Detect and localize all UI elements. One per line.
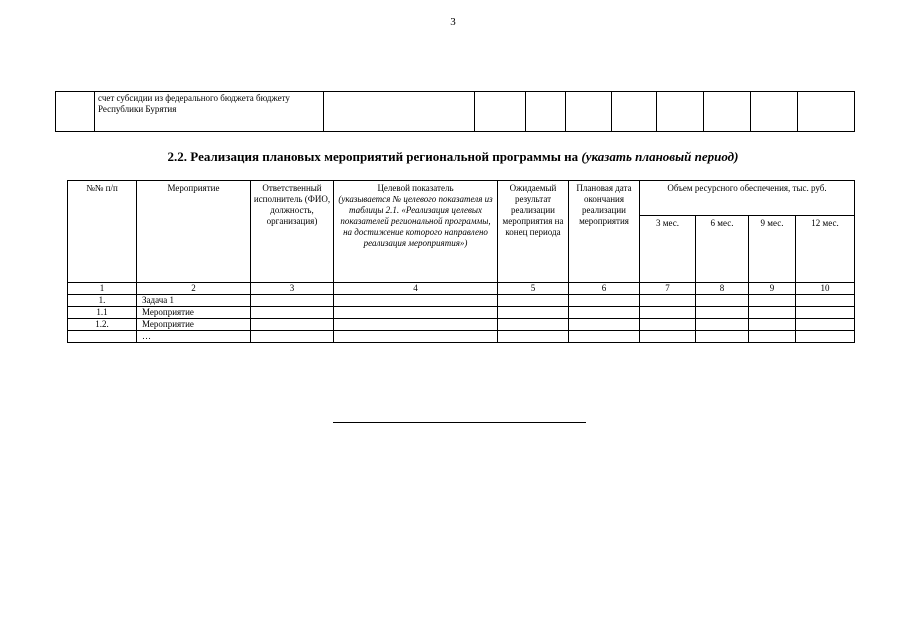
header-planned-date: Плановая дата окончания реализации мероприятия	[569, 181, 640, 283]
table-cell	[749, 307, 796, 319]
table-cell	[796, 307, 855, 319]
section-title-period: (указать плановый период)	[581, 149, 739, 164]
table-cell	[696, 295, 749, 307]
column-number: 1	[68, 283, 137, 295]
table-cell	[569, 319, 640, 331]
table-cell	[324, 92, 475, 132]
events-table	[67, 180, 855, 343]
table-cell	[334, 319, 498, 331]
table-cell	[251, 295, 334, 307]
column-number: 2	[137, 283, 251, 295]
column-number: 5	[498, 283, 569, 295]
header-9-months: 9 мес.	[749, 216, 796, 283]
table-cell	[749, 319, 796, 331]
table-cell	[569, 307, 640, 319]
table-cell	[526, 92, 566, 132]
table-cell	[251, 307, 334, 319]
column-number: 6	[569, 283, 640, 295]
table-row	[68, 295, 855, 307]
section-title-text: 2.2. Реализация плановых мероприятий региональной программы на	[167, 149, 582, 164]
row-name: Мероприятие	[137, 319, 251, 331]
table-cell	[749, 331, 796, 343]
column-number: 10	[796, 283, 855, 295]
table-cell	[498, 307, 569, 319]
page-number: 3	[450, 16, 456, 28]
signature-line	[333, 422, 586, 423]
row-num	[68, 331, 137, 343]
table-cell	[334, 331, 498, 343]
table-cell	[569, 295, 640, 307]
continuation-table	[55, 91, 855, 132]
column-number: 9	[749, 283, 796, 295]
header-target-note: (указывается № целевого показателя из таблицы 2.1. «Реализация целевых показателей региональной программы, на достижение которого направлено реализация мероприятия»)	[338, 194, 493, 248]
table-cell	[696, 319, 749, 331]
header-responsible: Ответственный исполнитель (ФИО, должность, организация)	[251, 181, 334, 283]
table-cell	[696, 307, 749, 319]
table-cell	[640, 307, 696, 319]
table-cell	[612, 92, 657, 132]
column-number-row	[68, 283, 855, 295]
column-number: 3	[251, 283, 334, 295]
table-cell	[640, 319, 696, 331]
continuation-row	[56, 92, 855, 132]
table-cell	[657, 92, 704, 132]
table-row	[68, 307, 855, 319]
header-num: №№ п/п	[68, 181, 137, 283]
table-cell	[796, 295, 855, 307]
row-name: …	[137, 331, 251, 343]
table-cell	[498, 295, 569, 307]
table-row	[68, 319, 855, 331]
table-cell	[704, 92, 751, 132]
header-resource: Объем ресурсного обеспечения, тыс. руб.	[640, 181, 855, 216]
table-cell	[498, 331, 569, 343]
header-6-months: 6 мес.	[696, 216, 749, 283]
table-cell	[566, 92, 612, 132]
table-cell	[251, 319, 334, 331]
column-number: 7	[640, 283, 696, 295]
table-cell	[334, 307, 498, 319]
table-row	[68, 331, 855, 343]
header-expected: Ожидаемый результат реализации мероприятия на конец периода	[498, 181, 569, 283]
header-3-months: 3 мес.	[640, 216, 696, 283]
section-title	[0, 149, 906, 165]
header-event: Мероприятие	[137, 181, 251, 283]
header-12-months: 12 мес.	[796, 216, 855, 283]
table-cell	[751, 92, 798, 132]
row-num: 1.1	[68, 307, 137, 319]
column-number: 4	[334, 283, 498, 295]
table-cell	[749, 295, 796, 307]
header-target	[334, 181, 498, 283]
table-cell	[640, 331, 696, 343]
row-name: Задача 1	[137, 295, 251, 307]
table-cell	[334, 295, 498, 307]
row-num: 1.	[68, 295, 137, 307]
table-cell	[796, 319, 855, 331]
table-cell	[475, 92, 526, 132]
table-cell	[796, 331, 855, 343]
column-number: 8	[696, 283, 749, 295]
table-cell	[798, 92, 855, 132]
table-cell	[251, 331, 334, 343]
table-cell	[696, 331, 749, 343]
table-cell	[56, 92, 95, 132]
continuation-text: счет субсидии из федерального бюджета бюджету Республики Бурятия	[95, 92, 324, 132]
table-cell	[640, 295, 696, 307]
row-num: 1.2.	[68, 319, 137, 331]
row-name: Мероприятие	[137, 307, 251, 319]
table-cell	[569, 331, 640, 343]
table-cell	[498, 319, 569, 331]
header-target-title: Целевой показатель	[377, 183, 454, 193]
